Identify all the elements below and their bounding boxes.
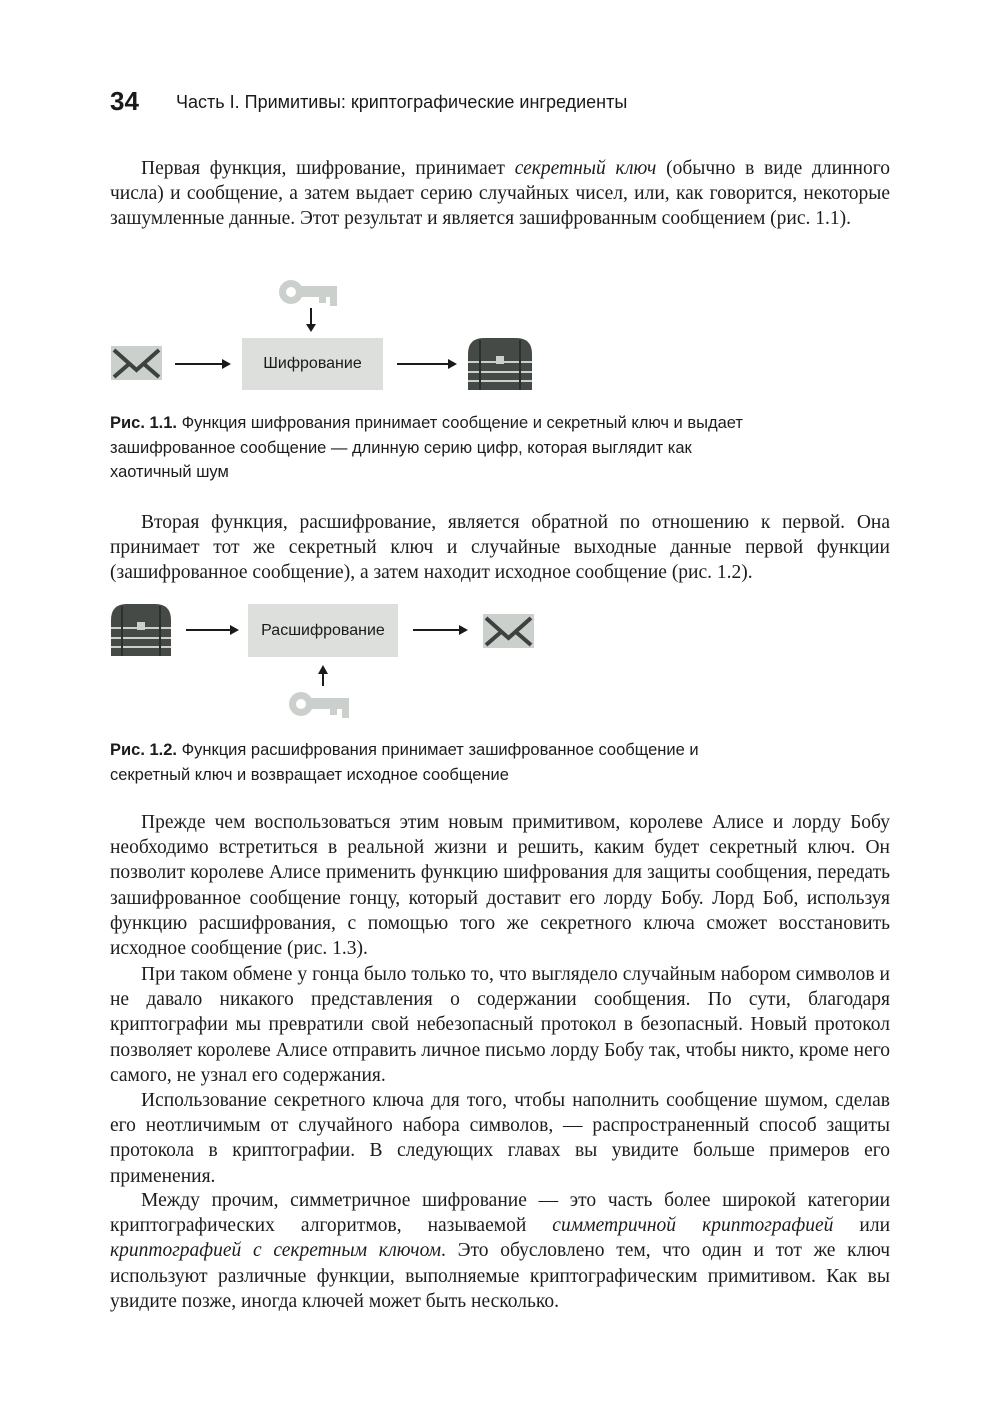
figure-1-2-caption: Рис. 1.2. Функция расшифрования принимает зашифрованное сообщение и секретный ключ и возвращает исходное сообщение	[110, 741, 699, 784]
term-secret-key-crypto: криптографией с секретным ключом	[110, 1240, 442, 1262]
paragraph-6: Между прочим, симметричное шифрование — это часть более широкой категории криптографических алгоритмов, называемой симметричной криптографией или криптографией с секретным ключом. Это обусловлено тем, что один и тот же ключ используют различные функции, выполняемые криптографическим примитивом. Как вы увидите позже, иногда ключей может быть несколько.	[110, 1190, 891, 1312]
chest-icon	[468, 338, 532, 390]
paragraph-3: Прежде чем воспользоваться этим новым примитивом, королеве Алисе и лорду Бобу необходимо встретиться в реальной жизни и решить, каким будет секретный ключ. Он позволит королеве Алисе применить функцию шифрования для защиты сообщения, передать зашифрованное сообщение гонцу, который доставит его лорду Бобу. Лорд Боб, используя функцию расшифрования, с помощью того же секретного ключа сможет восстановить исходное сообщение (рис. 1.3).	[110, 812, 890, 960]
paragraph-2: Вторая функция, расшифрование, является обратной по отношению к первой. Она принимает тот же секретный ключ и случайные выходные данные первой функции (зашифрованное сообщение), а затем находит исходное сообщение (рис. 1.2).	[110, 512, 890, 584]
figure-1-1	[100, 270, 560, 400]
caption-label: Рис. 1.2.	[110, 741, 178, 759]
chest-icon	[111, 604, 171, 656]
term-symmetric-crypto: симметричной криптографией	[552, 1215, 834, 1237]
arrow-chest-to-box	[186, 625, 239, 635]
arrow-box-to-envelope	[413, 625, 468, 635]
page-number: 34	[110, 86, 139, 116]
arrow-key-to-box	[318, 665, 328, 686]
arrow-key-to-box	[306, 308, 316, 332]
running-title: Часть I. Примитивы: криптографические ингредиенты	[176, 92, 628, 112]
running-header	[110, 86, 890, 120]
paragraph-1: Первая функция, шифрование, принимает секретный ключ (обычно в виде длинного числа) и сообщение, а затем выдает серию случайных чисел, или, как говорится, некоторые зашумленные данные. Этот результат и является зашифрованным сообщением (рис. 1.1).	[110, 158, 890, 230]
paragraph-4: При таком обмене у гонца было только то, что выглядело случайным набором символов и не давало никакого представления о содержании сообщения. По сути, благодаря криптографии мы превратили свой небезопасный протокол в безопасный. Новый протокол позволяет королеве Алисе отправить личное письмо лорду Бобу так, чтобы никто, кроме него самого, не узнал его содержания.	[110, 964, 890, 1086]
caption-label: Рис. 1.1.	[110, 414, 178, 432]
figure-1-2	[100, 598, 560, 728]
arrow-box-to-chest	[397, 359, 457, 369]
encryption-box: Шифрование	[242, 338, 383, 390]
paragraph-5: Использование секретного ключа для того, чтобы наполнить сообщение шумом, сделав его неотличимым от случайного набора символов, — распространенный способ защиты протокола в криптографии. В следующих главах вы увидите больше примеров его применения.	[110, 1090, 890, 1187]
envelope-icon	[483, 614, 534, 648]
term-secret-key: секретный ключ	[514, 158, 657, 179]
envelope-icon	[111, 346, 162, 380]
figure-1-1-caption: Рис. 1.1. Функция шифрования принимает сообщение и секретный ключ и выдает зашифрованное сообщение — длинную серию цифр, которая выглядит как хаотичный шум	[110, 414, 743, 481]
arrow-envelope-to-box	[175, 359, 231, 369]
decryption-box: Расшифрование	[248, 604, 398, 657]
